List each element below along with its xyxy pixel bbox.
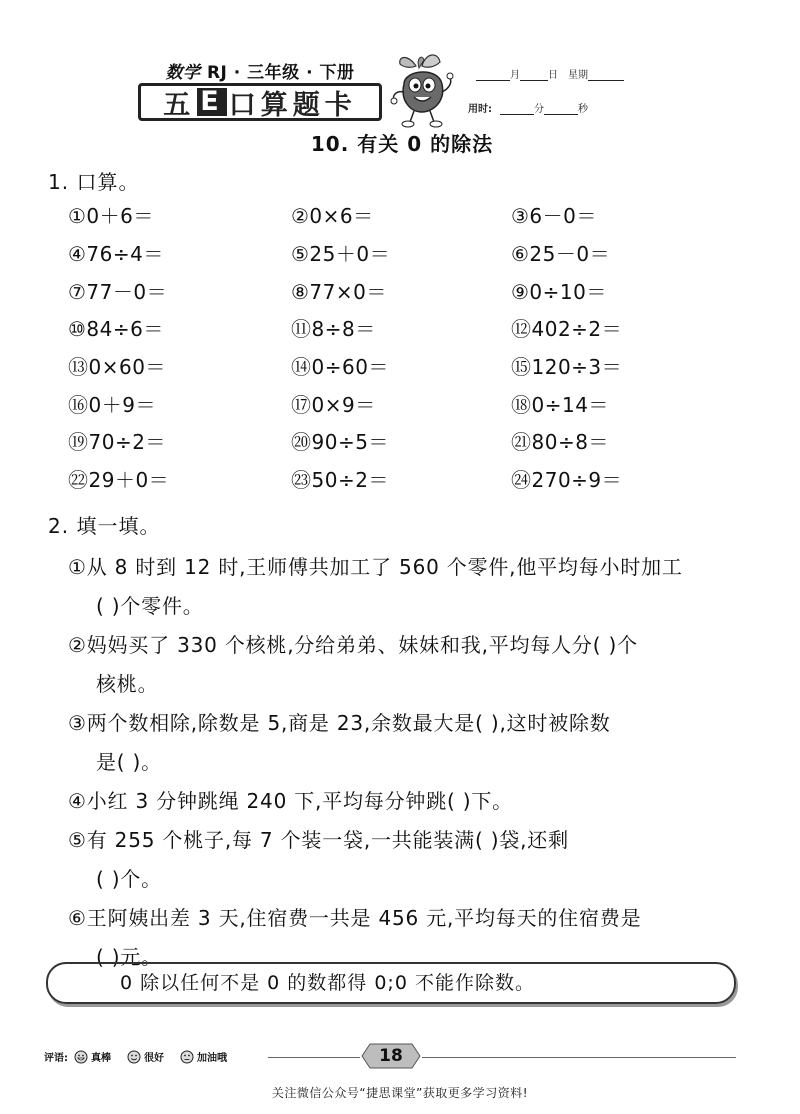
problem-text-cont: ( )元。 [96,945,162,969]
rating-label: 评语: [44,1053,68,1064]
calc-problem: ㉑80÷8＝ [511,430,609,455]
fill-problem-2 [68,626,748,704]
calc-problem: ⑪8÷8＝ [291,317,376,342]
fill-problem-5 [68,821,748,899]
calc-row [68,309,768,347]
calc-problem: ②0×6＝ [291,204,374,229]
calc-row [68,347,768,385]
grin-face-icon [74,1050,88,1064]
calc-row [68,271,768,309]
calc-problem: ㉓50÷2＝ [291,468,389,493]
lesson-title: 10. 有关 0 的除法 [310,132,494,156]
calc-problem: ⑤25＋0＝ [291,242,391,267]
brand-left: 五 [163,89,196,121]
fill-in-problems [68,548,748,977]
promo-text: 关注微信公众号“捷思课堂”获取更多学习资料! [271,1086,529,1100]
rating-option-good[interactable] [127,1049,164,1064]
calc-problem: ⑯0＋9＝ [68,392,156,417]
calc-problem: ⑦77－0＝ [68,279,168,304]
section1-title: 1. 口算。 [48,170,140,194]
brand-banner [138,83,382,121]
brand-e: E [197,88,226,116]
problem-text-cont: ( )个零件。 [96,594,204,618]
minutes-blank[interactable] [500,104,534,115]
problem-text: ⑤有 255 个桃子,每 7 个装一袋,一共能装满( )袋,还剩 [68,828,569,852]
rating-try-harder-label: 加油哦 [197,1053,227,1064]
smile-face-icon [127,1050,141,1064]
problem-text: ②妈妈买了 330 个核桃,分给弟弟、妹妹和我,平均每人分( )个 [68,633,638,657]
weekday-blank[interactable] [588,70,624,81]
rating-option-great[interactable] [74,1049,111,1064]
calc-problem: ⑱0÷14＝ [511,392,609,417]
month-label: 月 [510,70,520,81]
calc-problem: ⑥25－0＝ [511,242,611,267]
seconds-label: 秒 [578,104,588,115]
footer-divider-right [422,1057,736,1058]
calc-problem: ⑩84÷6＝ [68,317,164,342]
calc-problem: ③6－0＝ [511,204,597,229]
month-blank[interactable] [476,70,510,81]
date-fields [476,66,624,81]
calc-row [68,234,768,272]
mascot-illustration [386,52,458,130]
calc-row [68,384,768,422]
minutes-label: 分 [534,104,544,115]
problem-text: ③两个数相除,除数是 5,商是 23,余数最大是( ),这时被除数 [68,711,611,735]
problem-text-cont: ( )个。 [96,867,162,891]
day-blank[interactable] [520,70,548,81]
calc-problem: ⑫402÷2＝ [511,317,623,342]
problem-text-cont: 核桃。 [96,672,159,696]
rating-good-label: 很好 [144,1053,164,1064]
fill-problem-1 [68,548,748,626]
rating-option-try-harder[interactable] [180,1049,227,1064]
calc-problem: ⑬0×60＝ [68,355,166,380]
calc-problem: ⑨0÷10＝ [511,279,607,304]
day-label: 日 [548,70,558,81]
footer-divider-left [268,1057,360,1058]
problem-text-cont: 是( )。 [96,750,162,774]
calc-problem: ⑲70÷2＝ [68,430,166,455]
calc-problem: ⑰0×9＝ [291,392,376,417]
calc-problem: ④76÷4＝ [68,242,164,267]
fill-problem-4 [68,782,748,821]
grade-info: RJ · 三年级 · 下册 [206,63,355,83]
calc-problem: ㉒29＋0＝ [68,468,170,493]
calc-row [68,422,768,460]
rating-bar [44,1049,237,1064]
brand-right: 口算题卡 [228,89,357,121]
time-fields [468,100,588,115]
rule-summary-box: 0 除以任何不是 0 的数都得 0;0 不能作除数。 [46,962,736,1004]
subject-label: 数学 [165,63,201,83]
calc-problem: ㉔270÷9＝ [511,468,623,493]
problem-text: ①从 8 时到 12 时,王师傅共加工了 560 个零件,他平均每小时加工 [68,555,683,579]
fill-problem-3 [68,704,748,782]
calc-problem: ⑧77×0＝ [291,279,387,304]
calc-row [68,460,768,498]
series-info [160,58,360,83]
page-number: 18 [379,1046,403,1066]
problem-text: ④小红 3 分钟跳绳 240 下,平均每分钟跳( )下。 [68,789,513,813]
problem-text: ⑥王阿姨出差 3 天,住宿费一共是 456 元,平均每天的住宿费是 [68,906,642,930]
section2-title: 2. 填一填。 [48,514,161,538]
mental-math-grid [68,196,768,498]
calc-row [68,196,768,234]
calc-problem: ⑳90÷5＝ [291,430,389,455]
seconds-blank[interactable] [544,104,578,115]
calc-problem: ⑮120÷3＝ [511,355,623,380]
rating-great-label: 真棒 [91,1053,111,1064]
neutral-face-icon [180,1050,194,1064]
calc-problem: ①0＋6＝ [68,204,154,229]
calc-problem: ⑭0÷60＝ [291,355,389,380]
time-label: 用时: [468,104,492,115]
weekday-label: 星期 [568,70,588,81]
